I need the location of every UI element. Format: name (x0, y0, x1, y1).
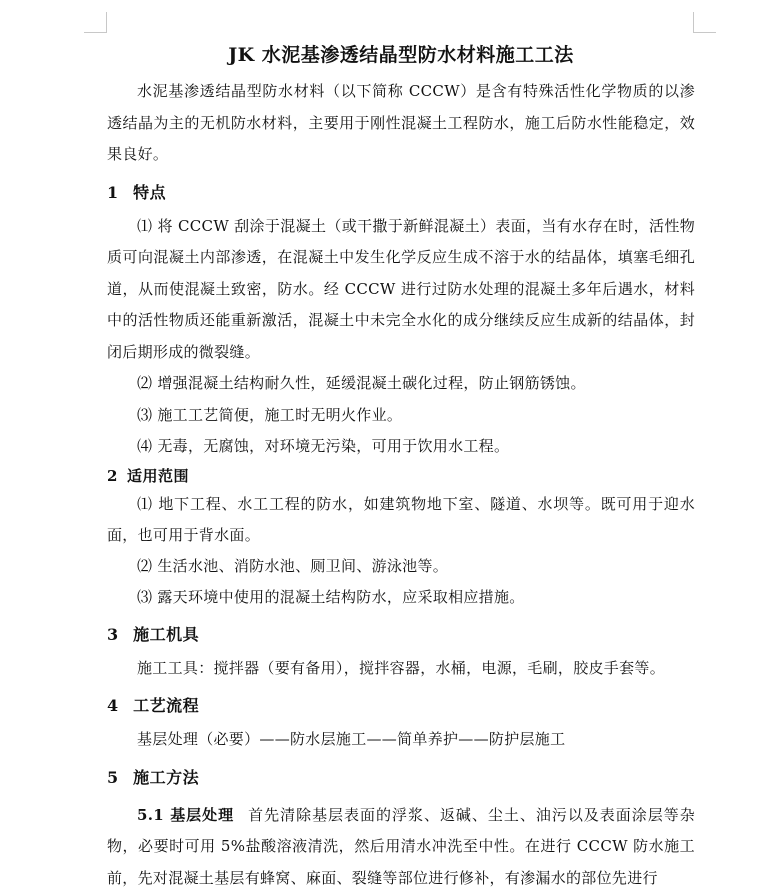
paragraph: ⑵ 生活水池、消防水池、厕卫间、游泳池等。 (107, 551, 695, 582)
subsection-heading: 5.1 基层处理 (137, 806, 234, 824)
paragraph: ⑷ 无毒，无腐蚀，对环境无污染，可用于饮用水工程。 (107, 431, 695, 463)
section-title: 特点 (133, 183, 166, 202)
paragraph: ⑶ 施工工艺简便，施工时无明火作业。 (107, 400, 695, 432)
paragraph: ⑶ 露天环境中使用的混凝土结构防水，应采取相应措施。 (107, 582, 695, 613)
section-heading (107, 175, 695, 211)
section-title: 工艺流程 (133, 696, 199, 715)
section-number: 4 (107, 688, 127, 724)
section-number: 2 (107, 463, 127, 489)
intro-paragraph: 水泥基渗透结晶型防水材料（以下简称 CCCW）是含有特殊活性化学物质的以渗透结晶为主的无机防水材料，主要用于刚性混凝土工程防水，施工后防水性能稳定，效果良好。 (107, 76, 695, 171)
paragraph: 基层处理（必要）——防水层施工——简单养护——防护层施工 (107, 724, 695, 756)
paragraph: ⑴ 将 CCCW 刮涂于混凝土（或干撒于新鲜混凝土）表面，当有水存在时，活性物质可向混凝土内部渗透，在混凝土中发生化学反应生成不溶于水的结晶体，填塞毛细孔道，从而使混凝土致密，防水。经 CCCW 进行过防水处理的混凝土多年后遇水，材料中的活性物质还能重新激活，混凝土中未完全水化的成分继续反应生成新的结晶体，封闭后期形成的微裂缝。 (107, 211, 695, 369)
section-heading (107, 617, 695, 653)
section-number: 1 (107, 175, 127, 211)
paragraph: 施工工具：搅拌器（要有备用），搅拌容器，水桶，电源，毛刷，胶皮手套等。 (107, 653, 695, 685)
paragraph (107, 800, 695, 894)
paragraph: ⑵ 增强混凝土结构耐久性，延缓混凝土碳化过程，防止钢筋锈蚀。 (107, 368, 695, 400)
section-heading (107, 760, 695, 796)
section-number: 5 (107, 760, 127, 796)
document-body (107, 40, 695, 894)
section-title: 施工机具 (133, 625, 199, 644)
paragraph: ⑴ 地下工程、水工工程的防水，如建筑物地下室、隧道、水坝等。既可用于迎水面，也可用于背水面。 (107, 489, 695, 551)
section-heading (107, 463, 695, 489)
section-heading (107, 688, 695, 724)
document-title: JK 水泥基渗透结晶型防水材料施工工法 (107, 40, 695, 70)
section-title: 施工方法 (133, 768, 199, 787)
paragraph-text: 首先清除基层表面的浮浆、返碱、尘土、油污以及表面涂层等杂物，必要时可用 5%盐酸溶液清洗，然后用清水冲洗至中性。在进行 CCCW 防水施工前，先对混凝土基层有蜂窝、麻面、裂缝等部位进行修补，有渗漏水的部位先进行 (107, 806, 695, 887)
page-corner-mark (84, 12, 107, 33)
section-title: 适用范围 (127, 467, 189, 485)
section-number: 3 (107, 617, 127, 653)
page-corner-mark (693, 12, 716, 33)
